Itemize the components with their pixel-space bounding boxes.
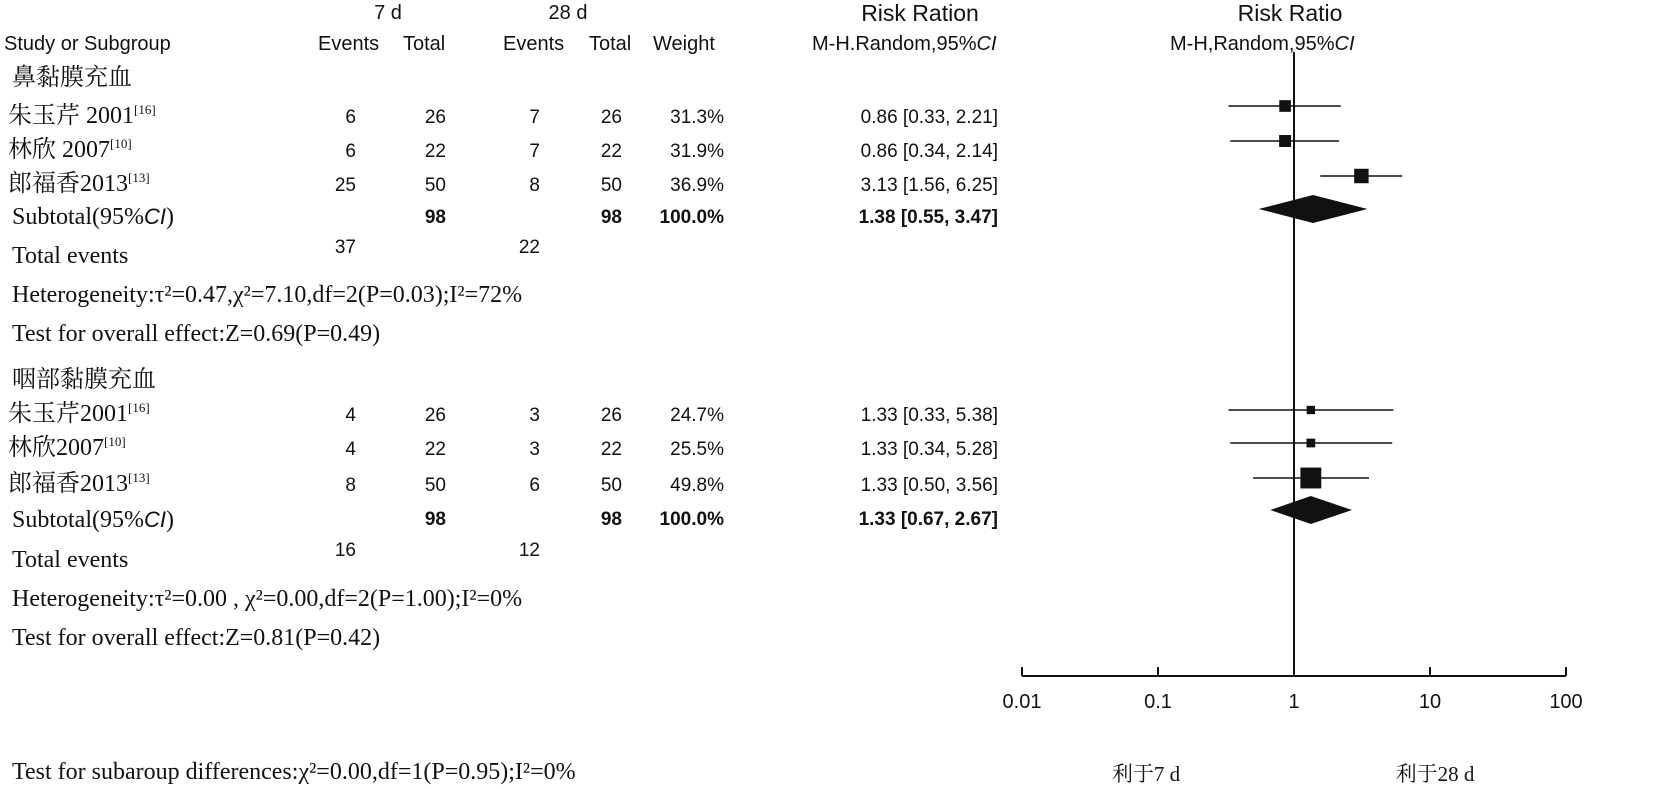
subgroup-1-name: 鼻黏膜充血 [12, 65, 132, 91]
study-label: 朱玉芹 2001[16] [8, 102, 156, 129]
study-total2: 50 [600, 475, 622, 496]
effect-marker [1306, 439, 1315, 448]
study-total2: 26 [600, 405, 622, 426]
study-weight: 31.9% [670, 141, 724, 162]
study-events2: 7 [529, 141, 540, 162]
events2-header: Events [503, 33, 565, 55]
study-label: 郎福香2013[13] [8, 170, 150, 197]
rr-column-title: Risk Ration [861, 0, 979, 26]
effect-marker [1300, 468, 1321, 489]
study-rr: 1.33 [0.34, 5.28] [860, 439, 998, 460]
total-events-label: Total events [12, 547, 129, 573]
subtotal-total2: 98 [600, 207, 622, 228]
subtotal-weight: 100.0% [659, 207, 724, 228]
effect-marker [1279, 100, 1291, 112]
subtotal-label: Subtotal(95%CI) [12, 507, 174, 533]
x-tick-label: 10 [1418, 691, 1442, 713]
subgroup-differences-text: Test for subaroup differences:χ²=0.00,df=1(P=0.95);I²=0% [12, 759, 576, 785]
overall-effect-text: Test for overall effect:Z=0.81(P=0.42) [12, 625, 381, 651]
overall-effect-text: Test for overall effect:Z=0.69(P=0.49) [12, 321, 381, 347]
x-tick-label: 1 [1288, 691, 1300, 713]
study-events2: 3 [529, 439, 540, 460]
total-events2: 12 [518, 540, 540, 561]
study-total2: 50 [600, 175, 622, 196]
header-group2: 28 d [548, 2, 588, 24]
study-label: 林欣2007[10] [8, 434, 126, 461]
rr-method-header: M-H.Random,95%CI [812, 33, 997, 55]
subtotal-rr: 1.33 [0.67, 2.67] [858, 509, 998, 530]
study-weight: 31.3% [670, 107, 724, 128]
effect-marker [1354, 169, 1368, 183]
study-events2: 6 [529, 475, 540, 496]
total-events-label: Total events [12, 243, 129, 269]
total-events1: 37 [334, 237, 356, 258]
study-column-header: Study or Subgroup [4, 33, 171, 55]
subtotal-diamond [1270, 496, 1352, 524]
heterogeneity-text: Heterogeneity:τ²=0.47,χ²=7.10,df=2(P=0.03);I²=72% [12, 282, 523, 308]
subtotal-rr: 1.38 [0.55, 3.47] [858, 207, 998, 228]
effect-marker [1279, 135, 1291, 147]
plot-method-header: M-H,Random,95%CI [1170, 33, 1355, 55]
study-events1: 25 [334, 175, 356, 196]
study-label: 郎福香2013[13] [8, 470, 150, 497]
study-total1: 22 [424, 439, 446, 460]
study-total1: 26 [424, 107, 446, 128]
study-events2: 7 [529, 107, 540, 128]
study-events1: 4 [345, 439, 356, 460]
subtotal-label: Subtotal(95%CI) [12, 204, 174, 230]
study-rr: 0.86 [0.34, 2.14] [860, 141, 998, 162]
subtotal-total2: 98 [600, 509, 622, 530]
subgroup-2-name: 咽部黏膜充血 [12, 367, 156, 393]
study-events2: 3 [529, 405, 540, 426]
study-total2: 26 [600, 107, 622, 128]
study-rr: 0.86 [0.33, 2.21] [860, 107, 998, 128]
study-label: 朱玉芹2001[16] [8, 400, 150, 427]
subtotal-total1: 98 [424, 207, 446, 228]
total2-header: Total [589, 33, 632, 55]
plot-title: Risk Ratio [1237, 0, 1343, 26]
study-weight: 36.9% [670, 175, 724, 196]
study-weight: 49.8% [670, 475, 724, 496]
favours-right-label: 利于28 d [1395, 762, 1475, 786]
subtotal-total1: 98 [424, 509, 446, 530]
study-events1: 6 [345, 141, 356, 162]
study-weight: 24.7% [670, 405, 724, 426]
header-group1: 7 d [374, 2, 402, 24]
study-events1: 8 [345, 475, 356, 496]
x-tick-label: 0.1 [1144, 691, 1172, 713]
total-events1: 16 [334, 540, 356, 561]
heterogeneity-text: Heterogeneity:τ²=0.00 , χ²=0.00,df=2(P=1.00);I²=0% [12, 586, 523, 612]
study-rr: 1.33 [0.50, 3.56] [860, 475, 998, 496]
effect-marker [1307, 406, 1315, 414]
study-total1: 26 [424, 405, 446, 426]
study-rr: 3.13 [1.56, 6.25] [860, 175, 998, 196]
subtotal-diamond [1259, 195, 1368, 223]
study-total2: 22 [600, 141, 622, 162]
study-total1: 50 [424, 175, 446, 196]
x-tick-label: 0.01 [1002, 691, 1042, 713]
study-total2: 22 [600, 439, 622, 460]
study-total1: 22 [424, 141, 446, 162]
study-rr: 1.33 [0.33, 5.38] [860, 405, 998, 426]
x-tick-label: 100 [1549, 691, 1583, 713]
subtotal-weight: 100.0% [659, 509, 724, 530]
events1-header: Events [318, 33, 380, 55]
study-label: 林欣 2007[10] [8, 136, 132, 163]
study-total1: 50 [424, 475, 446, 496]
weight-header: Weight [653, 33, 715, 55]
study-events1: 6 [345, 107, 356, 128]
favours-left-label: 利于7 d [1111, 762, 1181, 786]
total-events2: 22 [518, 237, 540, 258]
study-events1: 4 [345, 405, 356, 426]
study-weight: 25.5% [670, 439, 724, 460]
total1-header: Total [403, 33, 446, 55]
study-events2: 8 [529, 175, 540, 196]
